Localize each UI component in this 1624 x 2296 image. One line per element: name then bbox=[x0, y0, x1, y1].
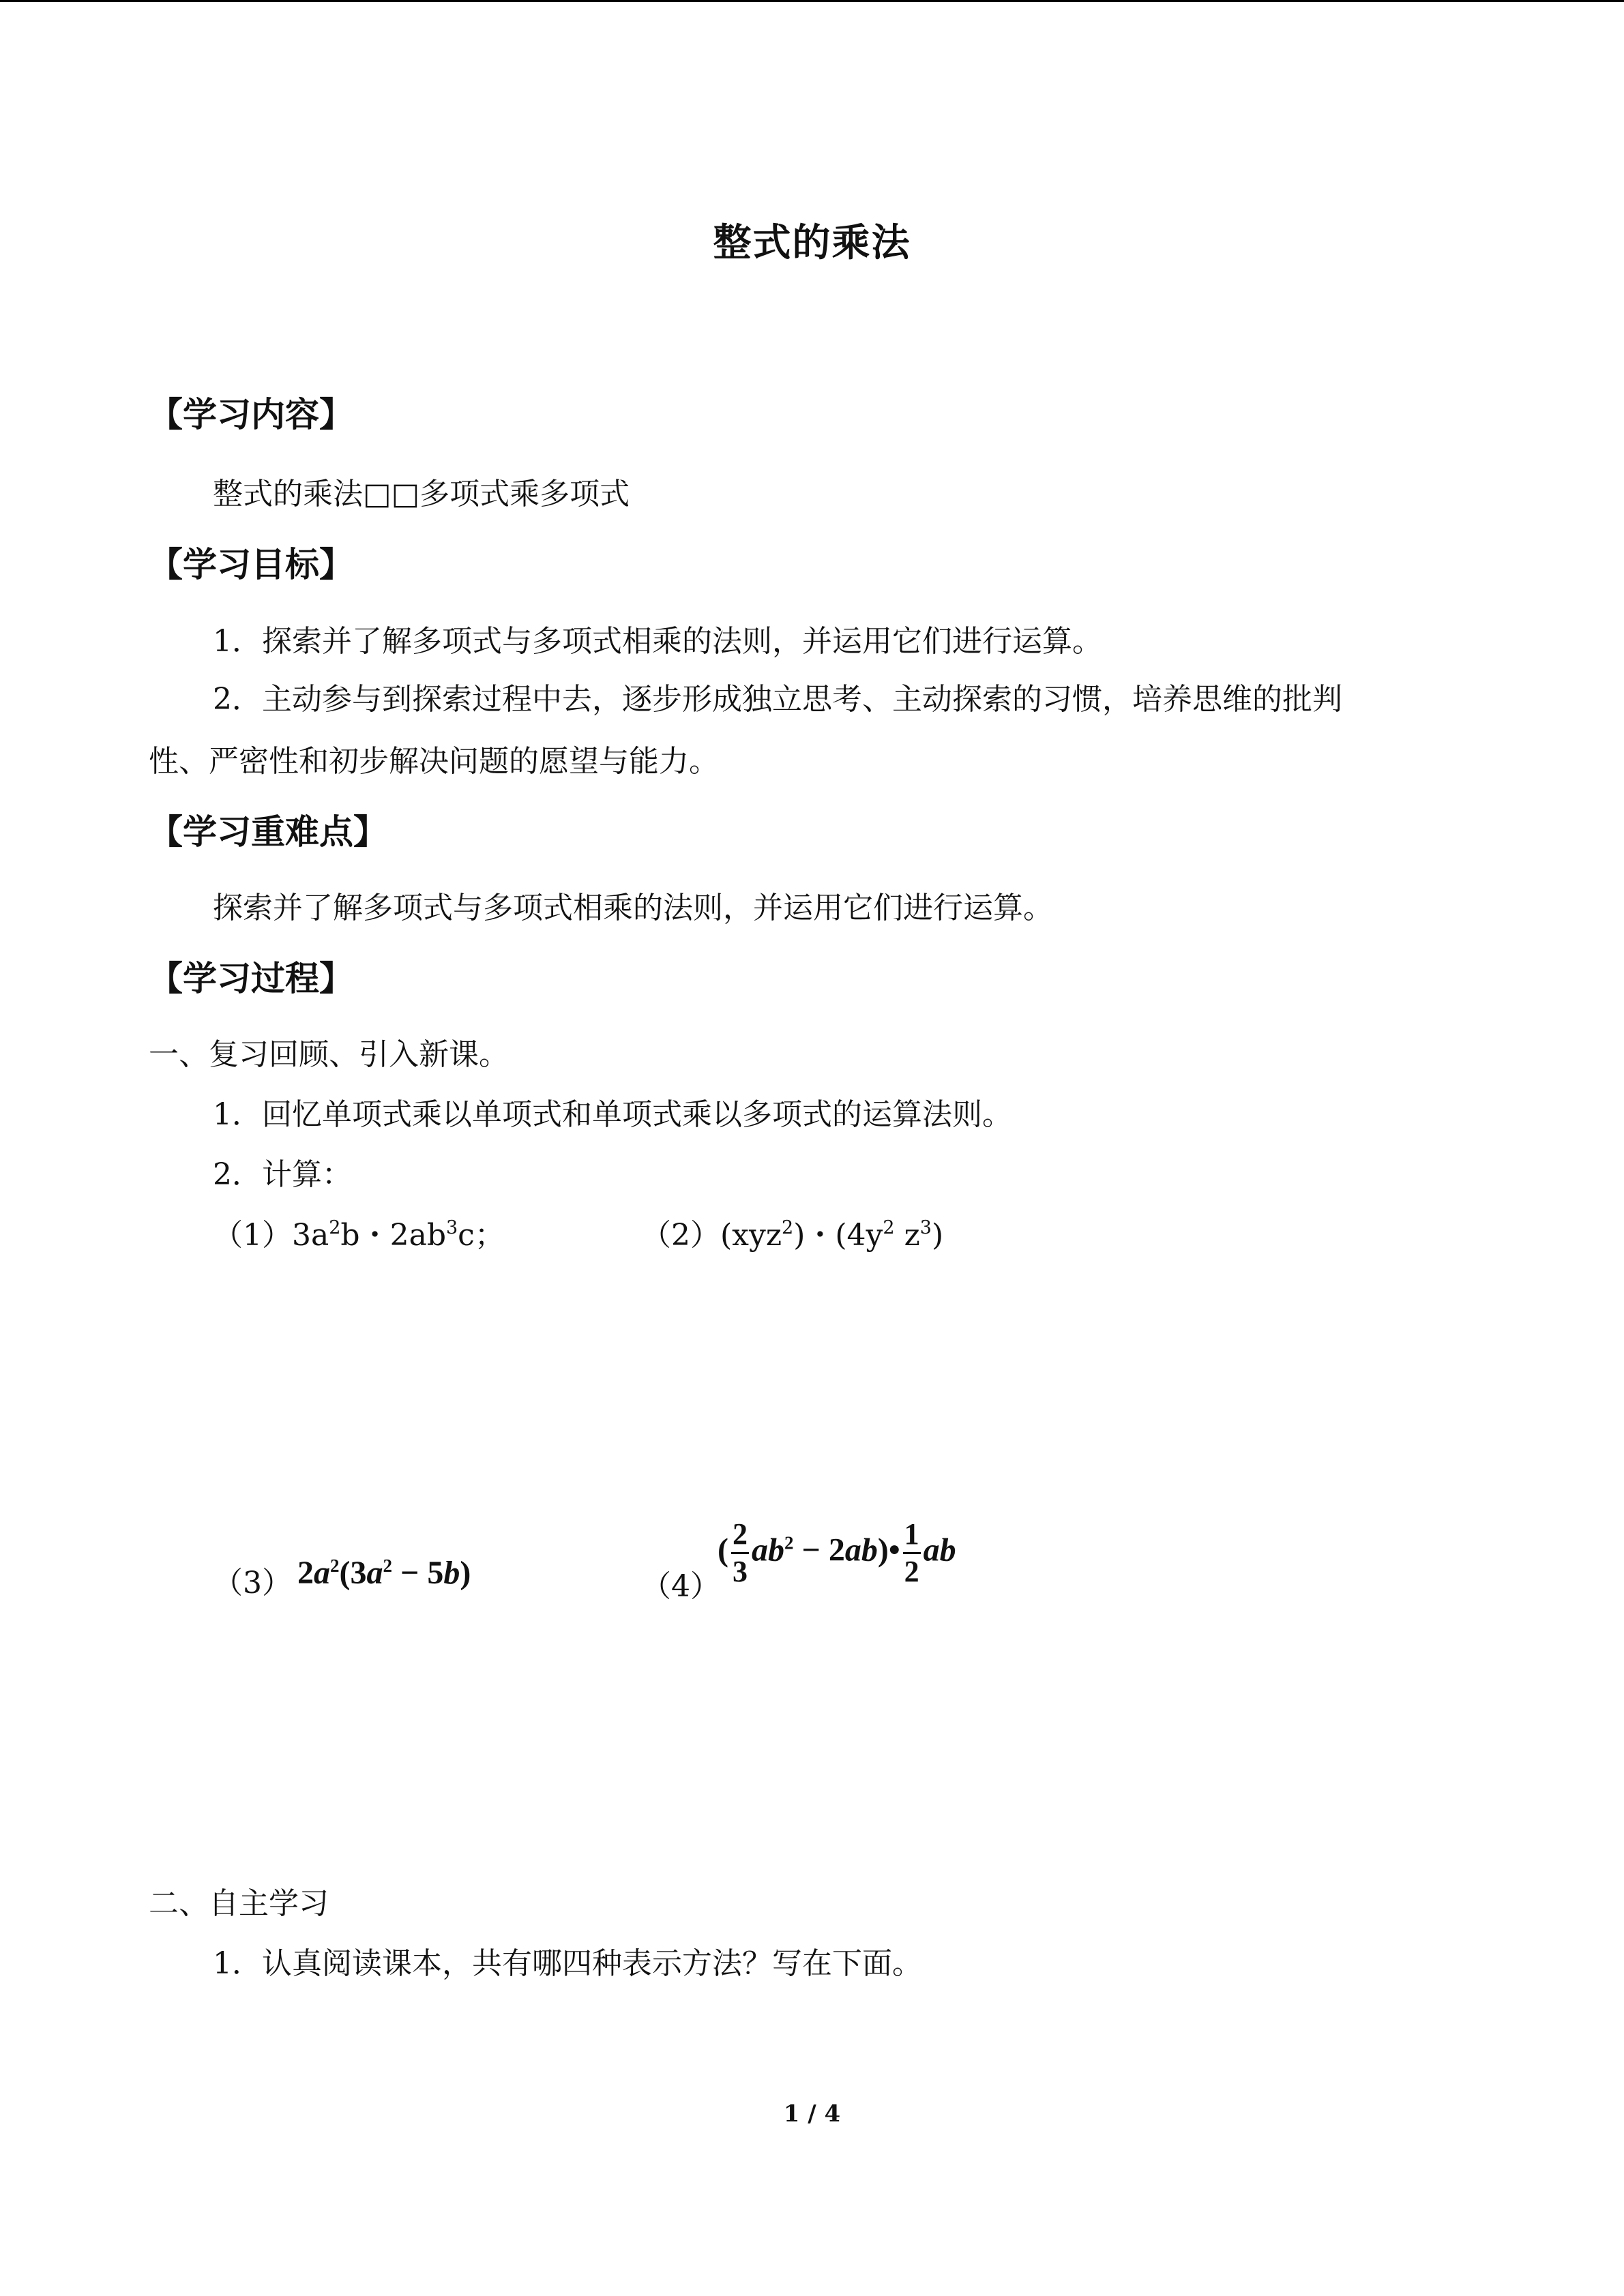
exercise-1-expression: $3a^2b$・$2ab^3c$； bbox=[292, 1217, 505, 1253]
key-text: 探索并了解多项式与多项式相乘的法则，并运用它们进行运算。 bbox=[213, 891, 1053, 925]
exercise-3-expression: $2a^2(3a^2 - 5b)$ bbox=[297, 1555, 471, 1591]
part1-title: 一、复习回顾、引入新课。 bbox=[149, 1037, 509, 1072]
exercise-2-expression: (xyz$^2$)・($4y^2$ $z^3$) bbox=[720, 1217, 944, 1253]
exercise-3 bbox=[213, 1562, 292, 1605]
part1-item2: 2．计算： bbox=[213, 1157, 352, 1192]
top-border bbox=[0, 0, 1624, 2]
exercise-4 bbox=[641, 1565, 720, 1609]
fraction-one-half: $\frac{1}{2}$ bbox=[904, 1517, 919, 1588]
goal-2-line2: 性、严密性和初步解决问题的愿望与能力。 bbox=[149, 744, 719, 779]
page-title: 整式的乘法 bbox=[713, 220, 911, 265]
process-heading: 【学习过程】 bbox=[149, 958, 353, 998]
goals-heading: 【学习目标】 bbox=[149, 544, 353, 584]
exercise-2-label: （2） bbox=[641, 1218, 720, 1253]
exercise-4-expression: ( $\frac{2}{3}$ $ab^2$ − 2ab)• $\frac{1}{2}$ ab bbox=[718, 1517, 956, 1588]
fraction-two-thirds: $\frac{2}{3}$ bbox=[732, 1517, 748, 1588]
exercise-4-label: （4） bbox=[641, 1569, 720, 1604]
goal-1: 1．探索并了解多项式与多项式相乘的法则，并运用它们进行运算。 bbox=[213, 624, 1102, 659]
content-text: 整式的乘法□□多项式乘多项式 bbox=[213, 477, 630, 511]
page-number: 1 / 4 bbox=[783, 2100, 841, 2128]
part2-title: 二、自主学习 bbox=[149, 1886, 329, 1921]
part1-item1: 1．回忆单项式乘以单项式和单项式乘以多项式的运算法则。 bbox=[213, 1097, 1012, 1132]
exercise-1 bbox=[213, 1214, 505, 1257]
goal-2-line1: 2．主动参与到探索过程中去，逐步形成独立思考、主动探索的习惯，培养思维的批判 bbox=[213, 682, 1342, 717]
key-heading: 【学习重难点】 bbox=[149, 811, 387, 852]
exercise-1-label: （1） bbox=[213, 1218, 292, 1253]
exercise-2 bbox=[641, 1214, 943, 1257]
content-heading: 【学习内容】 bbox=[149, 394, 353, 434]
exercise-3-label: （3） bbox=[213, 1566, 292, 1600]
part2-item1: 1．认真阅读课本，共有哪四种表示方法？写在下面。 bbox=[213, 1946, 922, 1981]
